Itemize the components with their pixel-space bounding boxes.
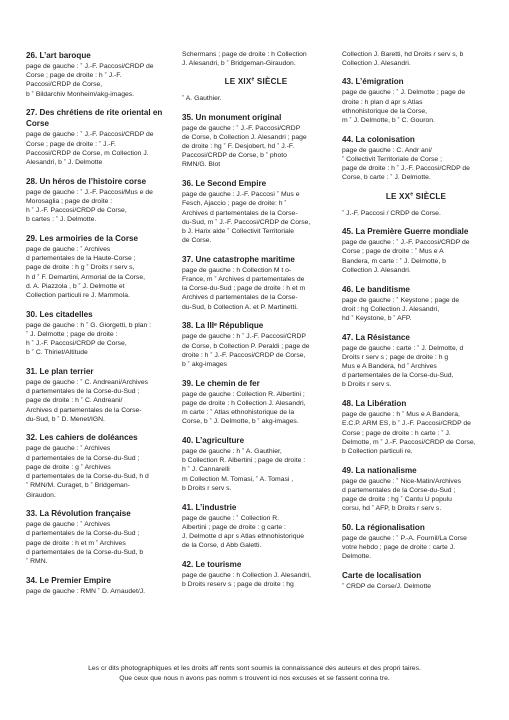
credit-line: de Corse.: [182, 237, 212, 245]
credit-line: Corse ; page de droite : h carte : ˚ J.: [342, 429, 451, 437]
entry-title: 42. Le tourisme: [182, 559, 242, 569]
column-2: [182, 50, 330, 598]
credit-line: b Droits reserv s ; page de droite : hg: [182, 581, 294, 589]
entry-title: 38. La IIIᵉ République: [182, 321, 264, 331]
credit-line: ˚ J. Delmotte ; page de droite :: [26, 330, 118, 338]
entry-credits: [26, 321, 174, 358]
heading-label: LE XIX: [224, 77, 252, 87]
credit-entry: [342, 398, 490, 456]
entry-credits: [342, 344, 490, 390]
entry-credits: [182, 447, 330, 493]
credit-line: E.C.P. ARM ES, b ˚ J.-F. Paccosi/CRDP de: [342, 420, 471, 428]
credit-line: page de gauche : ˚ Nice-Matin/Archives: [342, 477, 462, 485]
credit-line: page de gauche : h Collection J. Alesandri,: [182, 571, 311, 579]
entry-title: 44. La colonisation: [342, 134, 415, 144]
credit-line: ethnohistorique de la Corse,: [342, 107, 428, 115]
credit-line: Archives d partementales de la Corse-: [26, 406, 142, 414]
entry-title: 48. La Libération: [342, 399, 407, 409]
credit-line: b ˚ C. Thiriet/Altitude: [26, 349, 88, 357]
credit-line: RMN/G. Blot: [182, 161, 221, 169]
heading-label: LE XX: [385, 192, 411, 202]
credit-line: d partementales de la Corse-du-Sud,: [342, 372, 454, 380]
credit-line: m ˚ J. Delmotte, b ˚ C. Gouron.: [342, 117, 435, 125]
footer-line: Que ceux que nous n avons pas nomm s trouvent ici nos excuses et se fassent conna tre.: [119, 674, 390, 682]
heading-superscript: e: [251, 76, 255, 83]
entry-title: 27. Des chrétiens de rite oriental en Corse: [26, 108, 163, 129]
credit-line: d partementales de la Corse-du-Sud ;: [26, 388, 140, 396]
column-3: [342, 50, 490, 600]
entry-title: 34. Le Premier Empire: [26, 575, 112, 585]
credit-line: Corse ; page de droite : h ˚ J.-F.: [26, 72, 122, 80]
entry-credits: [342, 477, 490, 514]
credit-entry: [26, 176, 174, 225]
entry-title: 26. L’art baroque: [26, 51, 91, 60]
footer-line: Les cr dits photographiques et les droits aff rents sont soumis la connaissance des auteurs et des propri taires.: [88, 665, 421, 672]
credit-line: ˚ Collectivit Territoriale de Corse ;: [342, 155, 442, 163]
credit-entry: [26, 107, 174, 167]
credit-line: d partementales de la Corse-du-Sud ;: [342, 486, 456, 494]
credit-line: ˚ CRDP de Corse/J. Delmotte: [342, 583, 432, 591]
credit-line: ˚ J.-F. Paccosi / CRDP de Corse.: [342, 210, 441, 218]
credit-line: d partementales de la Corse-du-Sud, h d: [26, 473, 149, 481]
credit-line: droite : h plan d apr s Atlas: [342, 98, 423, 106]
credit-line: Collection particuli re J. Mammola.: [26, 291, 130, 299]
entry-title: 28. Un héros de l’histoire corse: [26, 176, 147, 186]
credit-line: b Droits r serv s.: [182, 484, 232, 492]
credit-line: Archives d partementales de la Corse-: [182, 294, 298, 302]
credit-line: h d ˚ F. Demartini, Armorial de la Corse,: [26, 273, 145, 281]
credit-line: h ˚ J. Cannarelli: [182, 466, 230, 474]
entry-title: Carte de localisation: [342, 571, 422, 581]
entry-title: 45. La Première Guerre mondiale: [342, 227, 469, 237]
credit-line: droit : hg Collection J. Alesandri,: [342, 305, 440, 313]
credit-line: page de gauche : ˚ J. Delmotte ; page de: [342, 89, 466, 97]
credit-line: page de gauche : h ˚ G. Giorgetti, b plan :: [26, 321, 152, 329]
credit-line: b ˚ Bildarchiv Monheim/akg-images.: [26, 90, 135, 98]
credit-entry: [182, 435, 330, 493]
credit-entry: [182, 178, 330, 245]
credit-line: b ˚ akg-images: [182, 360, 227, 368]
credit-line: droite : h ˚ J.-F. Paccosi/CRDP de Corse,: [182, 351, 306, 359]
credit-line: Mus e A Bandera, hd ˚ Archives: [342, 363, 437, 371]
entry-credits: [182, 390, 330, 427]
entry-credits: [26, 62, 174, 99]
credit-line: ˚ A. Gauthier.: [182, 95, 222, 103]
entry-title: 30. Les citadelles: [26, 309, 93, 319]
entry-credits: [342, 238, 490, 275]
credit-line: ˚ RMN/M. Curaget, b ˚ Bridgeman-: [26, 482, 130, 490]
entry-title: 47. La Résistance: [342, 332, 410, 342]
credit-line: Paccosi/CRDP de Corse, b ˚ photo: [182, 152, 287, 160]
credit-line: Archives d partementales de la Corse-: [182, 209, 298, 217]
credit-line: votre hebdo ; page de droite : carte J.: [342, 544, 455, 552]
credit-line: page de gauche : ˚ J.-F. Paccosi/CRDP: [182, 124, 301, 132]
credit-line: page de droite : hg ˚ Cantu U populu: [342, 496, 452, 504]
entry-title: 39. Le chemin de fer: [182, 378, 260, 388]
credit-line: France, m ˚ Archives d partementales de: [182, 276, 305, 284]
credit-line: page de gauche : ˚ J.-F. Paccosi/CRDP de: [26, 131, 154, 139]
credit-line: Collection J. Alesandri.: [342, 60, 411, 68]
heading-tail: SIÈCLE: [254, 77, 288, 87]
credit-entry: [342, 134, 490, 183]
credit-line: Albertini ; page de droite : g carte :: [182, 523, 286, 531]
credit-line: de droite : hg ˚ F. Desjobert, hd ˚ J.-F.: [182, 143, 295, 151]
credit-line: hd ˚ Keystone, b ˚ AFP.: [342, 314, 412, 322]
credit-line: Delmotte, m ˚ J.-F. Paccosi/CRDP de Corse,: [342, 438, 476, 446]
entry-credits: [342, 534, 490, 562]
credit-line: d partementales de la Haute-Corse ;: [26, 255, 136, 263]
credit-line: b Collection particuli re.: [342, 447, 413, 455]
entry-title: 50. La régionalisation: [342, 523, 425, 532]
credit-line: page de gauche : h ˚ A. Gauthier,: [182, 447, 282, 455]
credit-line: page de gauche : ˚ C. Andreani/Archives: [26, 378, 149, 386]
credit-line: page de gauche : ˚ Collection R.: [182, 514, 280, 522]
credit-line: m carte : ˚ Atlas ethnohistorique de la: [182, 409, 295, 417]
credit-line: page de droite : g ˚ Archives: [26, 463, 111, 471]
entry-title: 46. Le banditisme: [342, 284, 410, 294]
credit-line: Bandera, m carte : ˚ J. Delmotte, b: [342, 257, 446, 265]
credit-line: Corse ; page de droite : ˚ J.-F.: [26, 140, 116, 148]
credit-line: m Collection M. Tomasi, ˚ A. Tomasi ,: [182, 475, 294, 483]
credit-line: b cartes : ˚ J. Delmotte.: [26, 216, 97, 224]
credit-line: page de gauche : h ˚ Mus e A Bandera,: [342, 411, 460, 419]
entry-credits: [26, 444, 174, 499]
entry-title: 33. La Révolution française: [26, 509, 131, 519]
credit-line: b Droits r serv s.: [342, 381, 392, 389]
heading-tail: SIÈCLE: [413, 192, 447, 202]
credit-entry: [342, 465, 490, 514]
credit-line: de Corse, b Collection P. Peraldi ; page de: [182, 342, 310, 350]
credit-entry: [26, 366, 174, 424]
entry-credits: [26, 378, 174, 424]
entry-credits: [342, 410, 490, 456]
entry-credits: [342, 146, 490, 183]
credit-line: de Corse, b Collection J. Alesandri ; page: [182, 133, 307, 141]
credit-line: Schermans ; page de droite : h Collection: [182, 51, 307, 58]
credits-columns: [26, 50, 488, 666]
credit-entry: [342, 332, 490, 390]
credit-entry: [182, 112, 330, 170]
credit-line: ˚ RMN.: [26, 558, 48, 566]
credit-line: d. A. Piazzola , b ˚ J. Delmotte et: [26, 282, 125, 290]
credit-line: corsu, hd ˚ AFP, b Droits r serv s.: [342, 505, 442, 513]
credit-line: page de gauche : C. Andr ani/: [342, 146, 432, 154]
entry-credits: [182, 571, 330, 589]
credit-line: J. Delmotte d apr s Atlas ethnohistorique: [182, 532, 305, 540]
entry-credits: [342, 582, 490, 591]
credit-line: b J. Harix alde ˚ Collectivit Territoriale: [182, 227, 295, 235]
heading-superscript: e: [410, 191, 414, 198]
credit-line: h ˚ J.-F. Paccosi/CRDP de Corse,: [26, 340, 127, 348]
credit-line: du-Sud, b ˚ D. Menet/IGN.: [26, 415, 105, 423]
heading-credit: [342, 209, 490, 218]
entry-credits: [342, 88, 490, 125]
entry-credits: [26, 130, 174, 167]
credit-entry: [26, 309, 174, 358]
credit-entry: [342, 522, 490, 562]
entry-credits: [182, 332, 330, 369]
credit-line: de la Corse, d Abb Galetti.: [182, 542, 262, 550]
credit-line: page de droite : h Collection J. Alesandri,: [182, 399, 306, 407]
credit-entry: [26, 575, 174, 596]
column-1: [26, 50, 174, 604]
credit-entry: [182, 320, 330, 369]
entry-title: 31. Le plan terrier: [26, 366, 94, 376]
credit-entry: [342, 226, 490, 275]
entry-credits: [26, 520, 174, 566]
credit-line: page de gauche : ˚ P.-A. Fournil/La Corse: [342, 535, 467, 542]
credit-line: Corse, b carte : ˚ J. Delmotte.: [342, 174, 431, 182]
credit-line: page de gauche : ˚ J.-F. Paccosi/CRDP de: [26, 63, 154, 70]
century-heading: [182, 76, 330, 87]
entry-title: 32. Les cahiers de doléances: [26, 433, 138, 443]
credit-line: Paccosi/CRDP de Corse, m Collection J.: [26, 149, 149, 157]
entry-credits: [26, 587, 174, 596]
credit-entry: [26, 508, 174, 566]
entry-credits: [26, 188, 174, 225]
credit-line: b Collection R. Albertini ; page de droite :: [182, 457, 306, 465]
credit-line: d partementales de la Corse-du-Sud ;: [26, 530, 140, 538]
entry-credits: [182, 190, 330, 245]
credit-entry: [342, 284, 490, 324]
century-heading: [342, 191, 490, 202]
continued-credits: [182, 50, 330, 68]
entry-credits: [182, 266, 330, 312]
credit-entry: [182, 502, 330, 551]
credit-line: d partementales de la Corse-du-Sud, b: [26, 548, 144, 556]
entry-title: 36. Le Second Empire: [182, 179, 267, 189]
entry-credits: [182, 124, 330, 170]
credit-line: du-Sud, b Collection A. et P. Martinetti.: [182, 303, 298, 311]
credit-line: page de droite : h g ˚ Droits r serv s,: [26, 264, 135, 272]
credit-line: page de gauche : ˚ J.-F. Paccosi/CRDP de: [342, 239, 470, 247]
credit-line: Fesch, Ajaccio ; page de droite: h ˚: [182, 200, 287, 208]
credit-line: page de gauche : carte : ˚ J. Delmotte, d: [342, 344, 464, 352]
credit-entry: [182, 559, 330, 589]
credit-entry: [182, 254, 330, 312]
credit-line: Corse, b ˚ J. Delmotte, b ˚ akg-images.: [182, 418, 299, 426]
entry-title: 41. L’industrie: [182, 502, 237, 512]
credit-entry: [26, 233, 174, 300]
credit-line: Collection J. Baretti, hd Droits r serv s, b: [342, 51, 464, 58]
credit-line: h ˚ J.-F. Paccosi/CRDP de Corse,: [26, 207, 127, 215]
credit-line: la Corse-du-Sud ; page de droite : h et m: [182, 285, 306, 293]
credit-line: J. Alesandri, b ˚ Bridgeman-Giraudon.: [182, 60, 296, 68]
credit-line: d partementales de la Corse-du-Sud ;: [26, 454, 140, 462]
entry-title: 49. La nationalisme: [342, 465, 417, 475]
entry-credits: [26, 245, 174, 300]
credit-line: page de gauche : ˚ Archives: [26, 521, 111, 529]
entry-title: 29. Les armoiries de la Corse: [26, 233, 139, 243]
entry-title: 43. L’émigration: [342, 77, 404, 87]
credit-entry: [26, 432, 174, 499]
heading-credit: [182, 94, 330, 103]
footer-note: [0, 664, 509, 683]
credit-line: page de droite : h ˚ C. Andreani/: [26, 397, 123, 405]
credit-line: page de gauche : J.-F. Paccosi ˚ Mus e: [182, 191, 300, 199]
credit-line: page de droite : h et m ˚ Archives: [26, 539, 126, 547]
credit-entry: [26, 50, 174, 99]
credit-line: page de gauche : h Collection M t o-: [182, 266, 292, 274]
entry-credits: [342, 296, 490, 324]
entry-title: 35. Un monument original: [182, 112, 282, 122]
credit-line: page de gauche : ˚ Archives: [26, 445, 111, 453]
credit-line: Alesandri, b ˚ J. Delmotte: [26, 158, 103, 166]
credit-entry: [182, 378, 330, 427]
credit-line: page de gauche : ˚ J.-F. Paccosi/Mus e de: [26, 188, 153, 196]
continued-credits: [342, 50, 490, 68]
credit-line: page de droite : h ˚ J.-F. Paccosi/CRDP de: [342, 165, 470, 173]
credit-line: page de gauche : Collection R. Albertini ;: [182, 390, 305, 398]
credit-line: du-Sud, m ˚ J.-F. Paccosi/CRDP de Corse,: [182, 218, 311, 226]
entry-credits: [182, 514, 330, 551]
credit-line: Corse ; page de droite : ˚ Mus e A: [342, 248, 444, 256]
credit-line: Morosaglia ; page de droite :: [26, 197, 113, 205]
credit-line: page de gauche : RMN ˚ D. Arnaudet/J.: [26, 587, 146, 595]
credit-line: Giraudon.: [26, 491, 56, 499]
credit-entry: [342, 76, 490, 125]
credit-line: page de gauche : h ˚ J.-F. Paccosi/CRDP: [182, 333, 306, 341]
credit-line: page de gauche : ˚ Archives: [26, 245, 111, 253]
entry-title: 37. Une catastrophe maritime: [182, 254, 295, 264]
credit-line: Collection J. Alesandri.: [342, 266, 411, 274]
credit-entry: [342, 570, 490, 591]
credit-line: Droits r serv s ; page de droite : h g: [342, 353, 449, 361]
credit-line: page de gauche : ˚ Keystone ; page de: [342, 296, 460, 304]
credit-line: Delmotte.: [342, 553, 372, 561]
entry-title: 40. L’agriculture: [182, 435, 245, 445]
credit-line: Paccosi/CRDP de Corse,: [26, 81, 103, 89]
